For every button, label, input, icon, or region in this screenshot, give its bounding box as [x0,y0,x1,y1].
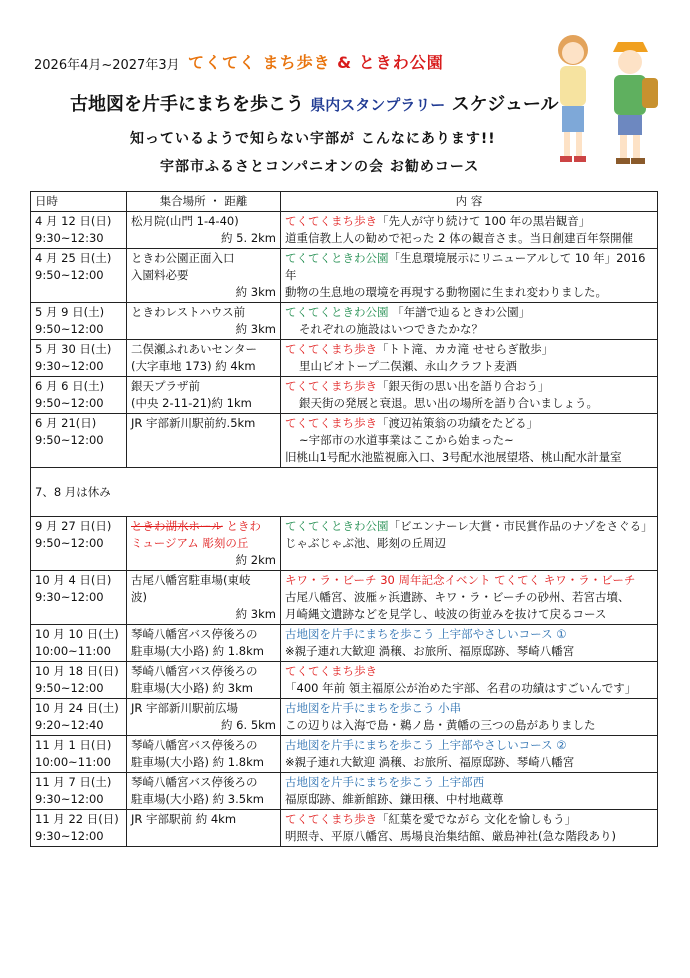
content-title [285,811,653,828]
place-line1: JR 宇部新川駅前約.5km [131,416,256,430]
subtitle: 知っているようで知らない宇部が こんなにあります!! [130,131,496,147]
content-title [285,250,653,284]
content-title [285,304,653,321]
table-row [31,517,658,571]
place-cell [127,212,281,249]
date: 10 月 18 日(日) [35,664,119,678]
place-cell [127,249,281,303]
content-cell [281,571,658,625]
course-desc: 福原邸跡、維新館跡、鎌田穣、中村地蔵尊 [285,792,504,806]
place-cell [127,699,281,736]
place-line2: ミュージアム 彫刻の丘 [131,536,249,550]
table-row [31,377,658,414]
time: 9:30~12:00 [35,792,104,806]
content-cell [281,699,658,736]
course-title: 「渡辺祐策翁の功績をたどる」 [377,416,538,430]
time: 9:30~12:00 [35,590,104,604]
distance: 約 6. 5km [221,718,276,732]
course-tag: てくてくときわ公園 [285,519,389,533]
place-cell [127,303,281,340]
date: 6 月 6 日(土) [35,379,105,393]
content-title [285,663,653,680]
distance: 約 5. 2km [221,231,276,245]
place-line1: JR 宇部駅前 約 4km [131,812,237,826]
course-title: 「年譜で辿るときわ公園」 [388,305,531,319]
time: 10:00~11:00 [35,644,111,658]
time: 9:50~12:00 [35,396,104,410]
table-row [31,662,658,699]
content-cell [281,625,658,662]
content-title [285,213,653,230]
content-title [285,518,653,535]
title-line2 [70,90,559,116]
title-tekuteku: てくてく まち歩き [188,53,331,72]
content-cell [281,773,658,810]
col-place: 集合場所 ・ 距離 [127,192,281,212]
place-line2: (中央 2-11-21)約 1km [131,396,252,410]
date: 10 月 4 日(日) [35,573,112,587]
place-alt: ときわ [226,519,261,533]
course-title: 「生息環境展示にリニューアルして 10 年」2016 年 [285,251,646,282]
organizer: 宇部市ふるさとコンパニオンの会 お勧めコース [160,159,480,175]
title2-end: スケジュール [451,94,559,115]
course-desc: 道重信教上人の勧めで祀った 2 体の観音さま。当日創建百年祭開催 [285,231,634,245]
place-cell [127,736,281,773]
content-cell [281,517,658,571]
place-line2: 駐車場(大小路) 約 3km [131,681,253,695]
place-line1: 古尾八幡宮駐車場(東岐 [131,573,251,587]
date-cell [31,517,127,571]
time: 9:30~12:00 [35,829,104,843]
distance: 約 3km [235,285,276,299]
place-cell [127,517,281,571]
time: 9:30~12:30 [35,231,104,245]
place-cell [127,625,281,662]
content-cell [281,414,658,468]
course-desc: この辺りは入海で島・鵜ノ島・黄幡の三つの島がありました [285,718,596,732]
course-desc: 銀天街の発展と衰退。思い出の場所を語り合いましょう。 [299,396,598,410]
content-title [285,700,653,717]
place-line2: 駐車場(大小路) 約 1.8km [131,755,264,769]
course-tag: 古地図を片手にまちを歩こう 上宇部やさしいコース ② [285,738,567,752]
place-cell [127,377,281,414]
course-desc: 明照寺、平原八幡宮、馬場良治集结館、厳島神社(急な階段あり) [285,829,616,843]
col-date: 日時 [31,192,127,212]
place-line1: 銀天プラザ前 [131,379,200,393]
col-content: 内 容 [281,192,658,212]
table-header [31,192,658,212]
place-line1: 二俣瀬ふれあいセンター [131,342,258,356]
time: 9:50~12:00 [35,433,104,447]
time: 9:30~12:00 [35,359,104,373]
course-tag: てくてくまち歩き [285,379,377,393]
title-line1 [188,50,444,73]
distance: 約 3km [235,322,276,336]
place-line1: 琴崎八幡宮バス停後ろの [131,775,258,789]
time: 9:50~12:00 [35,268,104,282]
date: 4 月 25 日(土) [35,251,112,265]
date-cell [31,303,127,340]
content-cell [281,810,658,847]
title-amp: & [337,53,353,72]
table-row [31,249,658,303]
place-cell [127,662,281,699]
content-cell [281,662,658,699]
course-desc: ※親子連れ大歓迎 渦穣、お旅所、福原邸跡、琴崎八幡宮 [285,644,575,658]
course-desc: 「400 年前 領主福原公が治めた宇部、名君の功績はすごいんです」 [285,681,637,695]
date-cell [31,662,127,699]
table-row [31,414,658,468]
table-row [31,810,658,847]
time: 9:20~12:40 [35,718,104,732]
date-cell [31,377,127,414]
time: 9:50~12:00 [35,322,104,336]
content-title [285,415,653,432]
content-cell [281,212,658,249]
content-title [285,572,653,589]
content-cell [281,249,658,303]
time: 10:00~11:00 [35,755,111,769]
time: 9:50~12:00 [35,681,104,695]
header [0,0,690,185]
distance: 約 3km [235,607,276,621]
content-cell [281,303,658,340]
distance: 約 2km [235,553,276,567]
place-line2: 入園料必要 [131,268,189,282]
date-cell [31,340,127,377]
course-tag: 古地図を片手にまちを歩こう 上宇部西 [285,775,485,789]
content-cell [281,340,658,377]
course-desc: 動物の生息地の環境を再現する動物園に生まれ変わりました。 [285,285,607,299]
date: 9 月 27 日(日) [35,519,112,533]
course-desc: 里山ビオトープ二俣瀬、永山クラフト麦酒 [299,359,517,373]
course-tag: 古地図を片手にまちを歩こう 小串 [285,701,462,715]
title-park: ときわ公園 [358,53,444,72]
date-cell [31,625,127,662]
course-tag: てくてくまち歩き [285,416,377,430]
table-row [31,699,658,736]
place-canceled: ときわ湖水ホール [131,519,223,533]
course-title: 「紅葉を愛でながら 文化を愉しもう」 [377,812,577,826]
course-desc: じゃぶじゃぶ池、彫刻の丘周辺 [285,536,446,550]
content-title [285,774,653,791]
course-desc: ~宇部市の水道事業はここから始まった~ [299,433,514,447]
place-line2: 波) [131,590,147,604]
content-cell [281,736,658,773]
course-desc: 古尾八幡宮、波雁ヶ浜遺跡、キワ・ラ・ビーチの砂州、若宮古墳、 [285,590,630,604]
date-cell [31,810,127,847]
course-title: 「ビエンナーレ大賞・市民賞作品のナゾをさぐる」 [388,519,653,533]
course-desc2: 旧桃山1号配水池監視廊入口、3号配水池展望塔、桃山配水計量室 [285,450,622,464]
course-tag: てくてくまち歩き [285,664,377,678]
place-cell [127,414,281,468]
date: 10 月 24 日(土) [35,701,119,715]
place-cell [127,571,281,625]
date: 4 月 12 日(日) [35,214,112,228]
place-line1: JR 宇部新川駅前広場 [131,701,239,715]
course-title: 「銀天街の思い出を語り合おう」 [377,379,550,393]
place-cell [127,773,281,810]
place-line2: 駐車場(大小路) 約 3.5km [131,792,264,806]
place-line2: 駐車場(大小路) 約 1.8km [131,644,264,658]
table-row [31,773,658,810]
course-tag: てくてくまち歩き [285,812,377,826]
date-cell [31,414,127,468]
course-title: 「先人が守り続けて 100 年の黒岩観音」 [377,214,591,228]
place-line1 [131,518,276,535]
hikers-illustration [538,20,678,170]
date-cell [31,773,127,810]
course-tag: てくてくときわ公園 [285,305,389,319]
content-title [285,378,653,395]
place-line2: (大字車地 173) 約 4km [131,359,256,373]
course-title: 「トト滝、カカ滝 せせらぎ散歩」 [377,342,554,356]
content-title [285,341,653,358]
place-line1: ときわレストハウス前 [131,305,246,319]
place-line1: ときわ公園正面入口 [131,251,235,265]
course-desc: それぞれの施設はいつできたかな？ [299,322,483,336]
place-cell [127,340,281,377]
course-tag: てくてくときわ公園 [285,251,389,265]
date: 11 月 22 日(日) [35,812,119,826]
course-tag: キワ・ラ・ビーチ 30 周年記念イベント てくてく キワ・ラ・ビーチ [285,573,636,587]
schedule-table [30,191,658,847]
table-row [31,340,658,377]
date: 5 月 30 日(土) [35,342,112,356]
break-note: 7、8 月は休み [31,468,658,517]
place-line1: 琴崎八幡宮バス停後ろの [131,738,258,752]
course-desc: ※親子連れ大歓迎 渦穣、お旅所、福原邸跡、琴崎八幡宮 [285,755,575,769]
date: 10 月 10 日(土) [35,627,119,641]
place-line1: 琴崎八幡宮バス停後ろの [131,627,258,641]
date-cell [31,736,127,773]
course-desc2: 月崎縄文遺跡などを見学し、岐波の街並みを抜けて戻るコース [285,607,607,621]
date: 11 月 7 日(土) [35,775,112,789]
title2-sub: 県内スタンプラリー [310,96,446,114]
table-row [31,625,658,662]
period: 2026年4月~2027年3月 [34,58,180,73]
place-line1: 松月院(山門 1-4-40) [131,214,239,228]
table-row [31,212,658,249]
table-row [31,571,658,625]
content-cell [281,377,658,414]
date-cell [31,699,127,736]
place-cell [127,810,281,847]
title2-main: 古地図を片手にまちを歩こう [70,94,304,115]
course-tag: 古地図を片手にまちを歩こう 上宇部やさしいコース ① [285,627,567,641]
content-title [285,626,653,643]
place-line1: 琴崎八幡宮バス停後ろの [131,664,258,678]
date-cell [31,571,127,625]
date: 11 月 1 日(日) [35,738,112,752]
content-title [285,737,653,754]
date: 5 月 9 日(土) [35,305,105,319]
date-cell [31,249,127,303]
break-row [31,468,658,517]
time: 9:50~12:00 [35,536,104,550]
date: 6 月 21(日) [35,416,97,430]
table-row [31,736,658,773]
course-tag: てくてくまち歩き [285,214,377,228]
table-row [31,303,658,340]
course-tag: てくてくまち歩き [285,342,377,356]
date-cell [31,212,127,249]
